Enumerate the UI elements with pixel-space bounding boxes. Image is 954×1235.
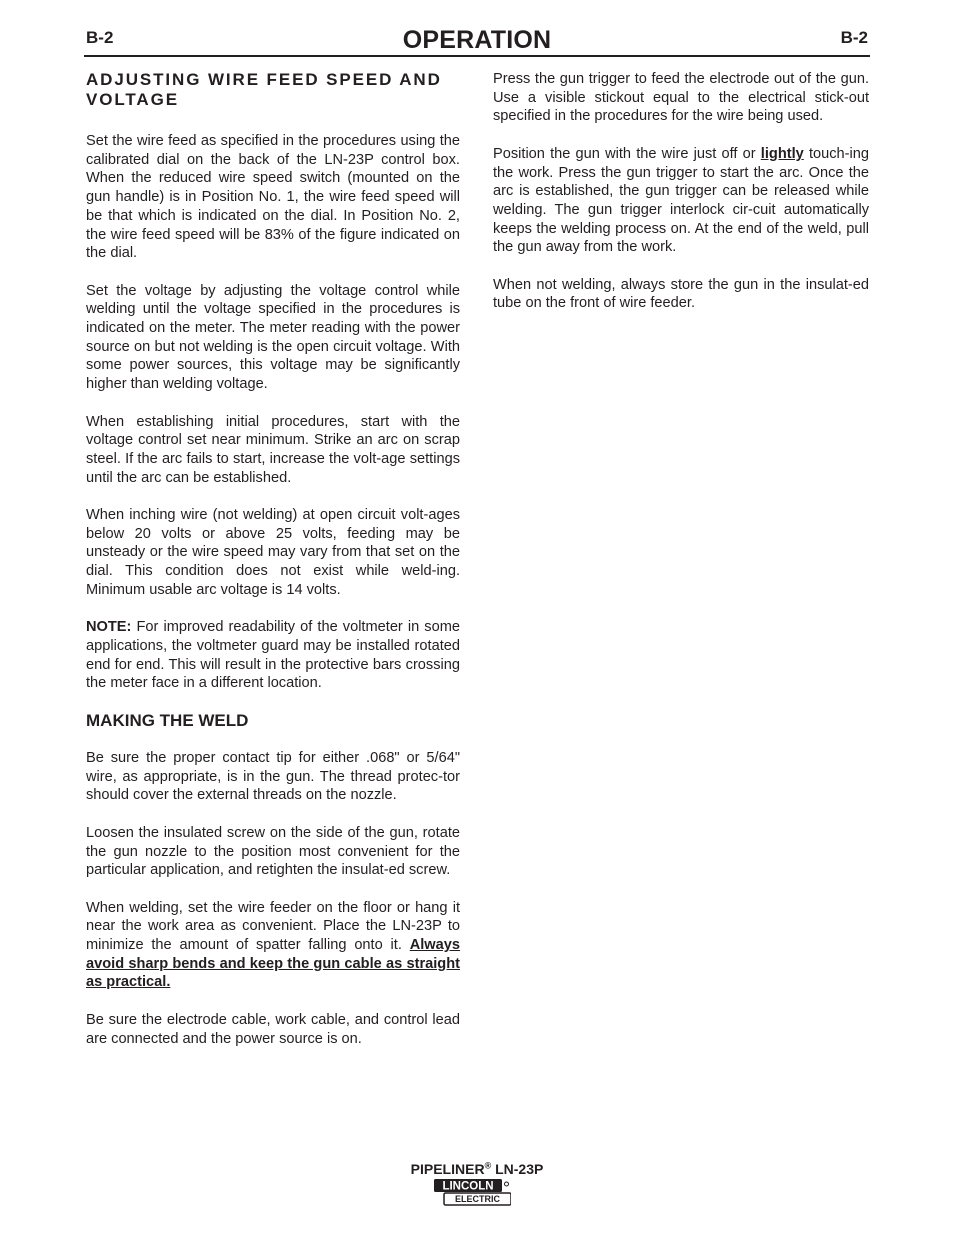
lincoln-electric-logo xyxy=(433,1178,511,1206)
paragraph-text: Position the gun with the wire just off or xyxy=(493,145,761,162)
paragraph-text: When welding, set the wire feeder on the floor or hang it near the work area as convenient. Place the LN-23P to minimize the amount of spatter falling onto it. xyxy=(86,899,460,954)
paragraph: Loosen the insulated screw on the side of the gun, rotate the gun nozzle to the position most convenient for the particular application, and retighten the insulat-ed screw. xyxy=(86,824,460,879)
paragraph-text: touch-ing the work. Press the gun trigger to start the arc. Once the arc is established, the gun trigger can be released while welding. The gun trigger interlock cir-cuit automatically keeps the welding process on. At the end of the weld, pull the gun away from the work. xyxy=(493,145,869,256)
paragraph xyxy=(86,899,460,993)
paragraph: Be sure the proper contact tip for either .068" or 5/64" wire, as appropriate, is in the gun. The thread protec-tor should cover the external threads on the nozzle. xyxy=(86,750,460,804)
paragraph: When inching wire (not welding) at open circuit volt-ages below 20 volts or above 25 volts, feeding may be unsteady or the wire speed may vary from that set on the dial. This condition does not exist while weld-ing. Minimum usable arc voltage is 14 volts. xyxy=(86,507,460,598)
footer xyxy=(0,1160,954,1179)
paragraph: Be sure the electrode cable, work cable, and control lead are connected and the power source is on. xyxy=(86,1011,460,1047)
section-title-making-weld: MAKING THE WELD xyxy=(86,711,249,731)
note-text: For improved readability of the voltmeter in some applications, the voltmeter guard may be installed rotated end for end. This will result in the protective bars crossing the meter face in a different location. xyxy=(86,619,460,692)
logo-top-text: LINCOLN xyxy=(442,1180,494,1193)
section-title-wire-feed: ADJUSTING WIRE FEED SPEED AND VOLTAGE xyxy=(86,70,442,109)
page-title: OPERATION xyxy=(402,26,552,54)
paragraph: When not welding, always store the gun in the insulat-ed tube on the front of wire feeder. xyxy=(493,276,869,312)
page-code-right: B-2 xyxy=(840,28,868,47)
left-column xyxy=(86,70,460,1048)
footer-model: PIPELINER® LN-23P xyxy=(410,1160,544,1177)
emphasis-text: lightly xyxy=(760,145,804,162)
paragraph: When establishing initial procedures, start with the voltage control set near minimum. Strike an arc on scrap steel. If the arc fails to start, increase the volt-age settings until the arc can be established. xyxy=(86,413,460,486)
note-paragraph xyxy=(86,618,460,693)
logo-bottom-text: ELECTRIC xyxy=(455,1194,500,1205)
paragraph: Set the wire feed as specified in the procedures using the calibrated dial on the back of the LN-23P control box. When the reduced wire speed switch (mounted on the gun handle) is in Position No. 1, the wire feed speed will be that which is indicated on the dial. In Position No. 2, the wire feed speed will be 83% of the figure indicated on the dial. xyxy=(86,133,460,262)
note-label: NOTE: xyxy=(86,619,132,636)
paragraph: Set the voltage by adjusting the voltage control while welding until the voltage specified in the procedures is indicated on the meter. The meter reading with the power source on but not welding is the open circuit voltage. With some power sources, this voltage may be significantly higher than welding voltage. xyxy=(86,282,460,393)
emphasis-text: Always avoid sharp bends and keep the gun cable as straight as practical. xyxy=(86,937,460,991)
paragraph xyxy=(493,145,869,257)
paragraph: Press the gun trigger to feed the electrode out of the gun. Use a visible stickout equal to the electrical stick-out specified in the procedures for the wire being used. xyxy=(493,71,869,125)
page-code-left: B-2 xyxy=(86,28,114,47)
right-column xyxy=(493,70,869,313)
header-rule xyxy=(84,55,870,57)
